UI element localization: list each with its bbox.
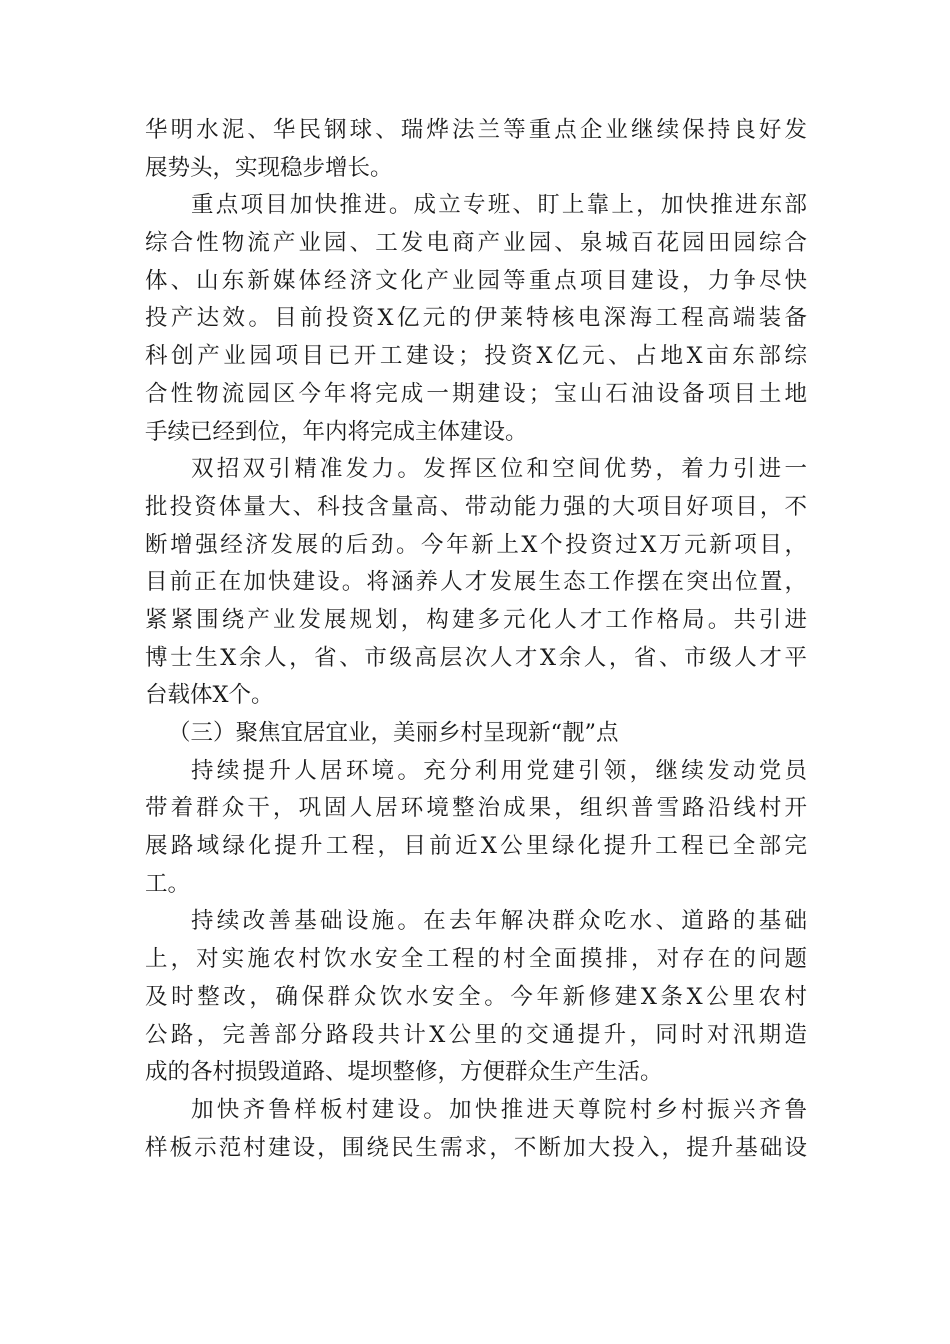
document-page	[145, 112, 807, 1167]
paragraph-line: 合性物流园区今年将完成一期建设；宝山石油设备项目土地	[145, 380, 807, 407]
paragraph-line: 样板示范村建设，围绕民生需求，不断加大投入，提升基础设	[145, 1134, 807, 1161]
paragraph-line: 展势头，实现稳步增长。	[145, 154, 393, 181]
paragraph-line: 投产达效。目前投资X亿元的伊莱特核电深海工程高端装备	[145, 305, 807, 332]
paragraph-line: 综合性物流产业园、工发电商产业园、泉城百花园田园综合	[145, 230, 807, 257]
paragraph-line: 科创产业园项目已开工建设；投资X亿元、占地X亩东部综	[145, 343, 807, 370]
paragraph-line: 加快齐鲁样板村建设。加快推进天尊院村乡村振兴齐鲁	[191, 1096, 807, 1123]
paragraph-line: 批投资体量大、科技含量高、带动能力强的大项目好项目，不	[145, 493, 807, 520]
paragraph-line: 体、山东新媒体经济文化产业园等重点项目建设，力争尽快	[145, 267, 807, 294]
paragraph-line: 成的各村损毁道路、堤坝整修，方便群众生产生活。	[145, 1059, 663, 1086]
paragraph-line: 重点项目加快推进。成立专班、盯上靠上，加快推进东部	[191, 192, 807, 219]
paragraph-line: 目前正在加快建设。将涵养人才发展生态工作摆在突出位置，	[145, 569, 807, 596]
paragraph-line: 华明水泥、华民钢球、瑞烨法兰等重点企业继续保持良好发	[145, 117, 807, 143]
section-heading: （三）聚焦宜居宜业，美丽乡村呈现新“靓”点	[168, 720, 619, 746]
paragraph-line: 手续已经到位，年内将完成主体建设。	[145, 418, 528, 445]
paragraph-line: 台载体X个。	[145, 682, 274, 709]
paragraph-line: 紧紧围绕产业发展规划，构建多元化人才工作格局。共引进	[145, 606, 807, 633]
paragraph-line: 持续改善基础设施。在去年解决群众吃水、道路的基础	[191, 908, 807, 935]
paragraph-line: 博士生X余人，省、市级高层次人才X余人，省、市级人才平	[145, 644, 807, 671]
paragraph-line: 展路域绿化提升工程，目前近X公里绿化提升工程已全部完	[145, 833, 807, 860]
paragraph-line: 持续提升人居环境。充分利用党建引领，继续发动党员	[191, 757, 807, 784]
paragraph-line: 带着群众干，巩固人居环境整治成果，组织普雪路沿线村开	[145, 795, 807, 822]
paragraph-line: 及时整改，确保群众饮水安全。今年新修建X条X公里农村	[145, 983, 807, 1010]
paragraph-line: 公路，完善部分路段共计X公里的交通提升，同时对汛期造	[145, 1021, 807, 1048]
paragraph-line: 工。	[145, 870, 191, 897]
paragraph-line: 双招双引精准发力。发挥区位和空间优势，着力引进一	[191, 456, 807, 483]
paragraph-line: 断增强经济发展的后劲。今年新上X个投资过X万元新项目，	[145, 531, 807, 558]
paragraph-line: 上，对实施农村饮水安全工程的村全面摸排，对存在的问题	[145, 946, 807, 973]
